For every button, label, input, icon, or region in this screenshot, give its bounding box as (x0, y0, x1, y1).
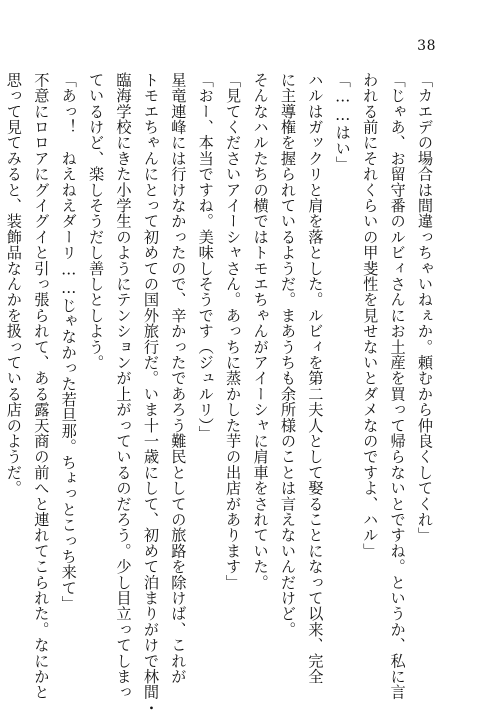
text-line: トモエちゃんにとって初めての国外旅行だ。いま十一歳にして、初めて泊まりがけで林間・ (141, 72, 160, 716)
text-line: 「あっ！ ねえねえダーリ……じゃなかった若旦那。ちょっとこっち来て」 (59, 72, 78, 612)
text-line: 「……はい」 (333, 72, 352, 172)
text-line: 不意にロロアにグイグイと引っ張られて、ある露天商の前へと連れてこられた。なにかと (32, 72, 51, 700)
text-line: ハルはガックリと肩を落とした。ルビィを第二夫人として娶ることになって以来、完全 (306, 72, 325, 685)
page-body-text (4, 72, 438, 716)
text-line: に主導権を握られているようだ。まあうちも余所様のことは言えないんだけど。 (278, 72, 297, 638)
text-line: 「カエデの場合は間違っちゃいねぇか。頼むから仲良くしてくれ」 (416, 72, 434, 543)
text-line: 「見てくださいアイーシャさん。あっちに蒸かした芋の出店があります」 (224, 72, 243, 591)
text-line: 思って見てみると、装飾品なんかを扱っている店のようだ。 (4, 72, 23, 496)
text-line: そんなハルたちの横ではトモエちゃんがアイーシャに肩車をされていた。 (251, 72, 270, 591)
page-number: 38 (417, 38, 436, 54)
text-line: ているけど、楽しそうだし善しとしよう。 (87, 72, 106, 371)
text-line: 「じゃあ、お留守番のルビィさんにお土産を買って帰らないとですね。というか、私に言 (388, 72, 407, 700)
text-line: 星竜連峰には行けなかったので、辛かったであろう難民としての旅路を除けば、これが (169, 72, 188, 685)
text-line: 「おー、本当ですね。美味しそうです（ジュルリ）」 (196, 72, 215, 442)
text-line: われる前にそれくらいの甲斐性を見せないとダメなのですよ、ハル」 (361, 72, 380, 559)
text-line: 臨海学校にきた小学生のようにテンションが上がっているのだろう。少し目立ってしまっ (114, 72, 133, 700)
